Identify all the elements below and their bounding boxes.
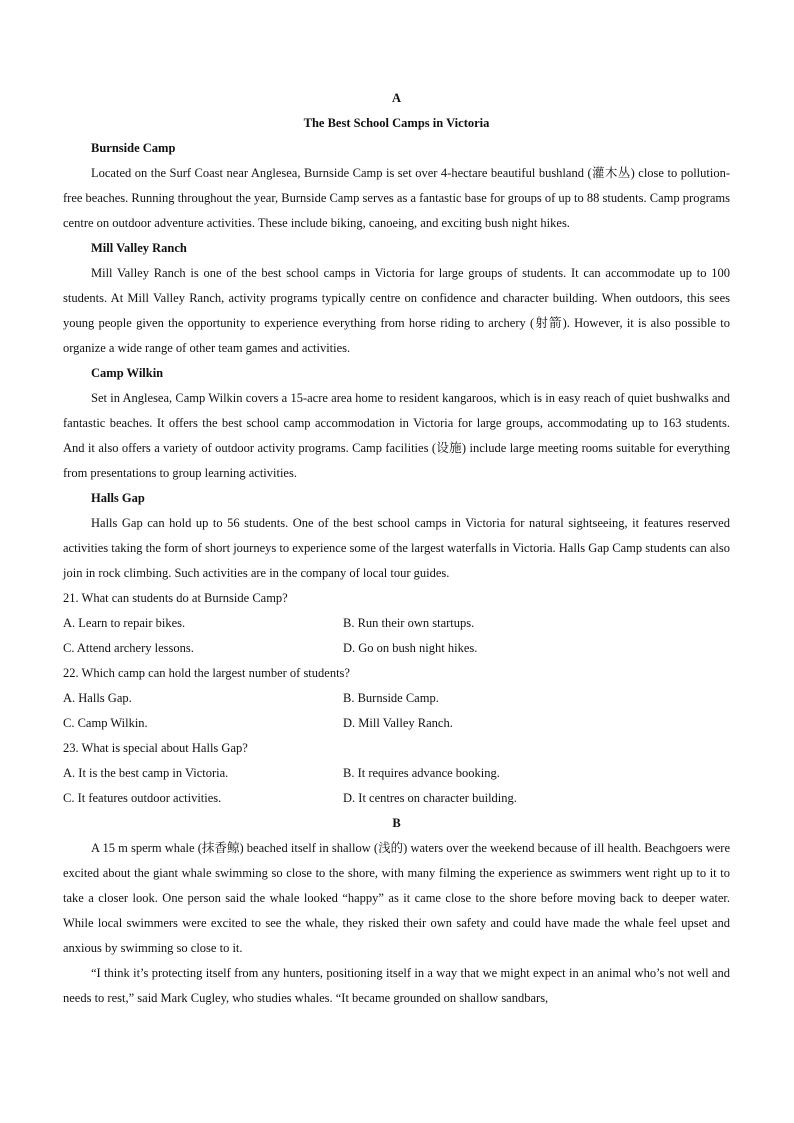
document-page [63,86,730,1011]
option-row [63,686,730,711]
option-a: A. Halls Gap. [63,691,132,705]
option-c: C. Attend archery lessons. [63,641,194,655]
camp-paragraph-wilkin: Set in Anglesea, Camp Wilkin covers a 15-acre area home to resident kangaroos, which is in easy reach of quiet bushwalks and fantastic beaches. It offers the best school camp accommodation in Victoria for large groups, accommodating up to 163 students. And it also offers a variety of outdoor activity programs. Camp facilities (设施) include large meeting rooms suitable for everything from presentations to group learning activities. [63,391,730,480]
passage-b-paragraph-1: A 15 m sperm whale (抹香鲸) beached itself in shallow (浅的) waters over the weekend because of ill health. Beachgoers were excited about the giant whale swimming so close to the shore, with many filming the experience as swimmers went right up to it to take a closer look. One person said the whale looked “happy” as it came close to the shore before moving back to deeper water. While local swimmers were excited to see the whale, they risked their own safety and could have made the whale feel upset and anxious by swimming so close to it. [63,841,730,955]
option-row [63,761,730,786]
camp-paragraph-burnside: Located on the Surf Coast near Anglesea, Burnside Camp is set over 4-hectare beautiful bushland (灌木丛) close to pollution-free beaches. Running throughout the year, Burnside Camp serves as a fantastic base for groups of up to 88 students. Camp programs centre on outdoor adventure activities. These include biking, canoeing, and exciting bush night hikes. [63,166,730,230]
passage-b-paragraph-2: “I think it’s protecting itself from any hunters, positioning itself in a way that we might expect in an animal who’s not well and needs to rest,” said Mark Cugley, who studies whales. “It became grounded on shallow sandbars, [63,966,730,1005]
camp-heading-wilkin: Camp Wilkin [91,366,164,380]
option-row [63,611,730,636]
option-c: C. It features outdoor activities. [63,791,222,805]
option-d: D. Mill Valley Ranch. [343,716,453,730]
option-d: D. It centres on character building. [343,791,517,805]
section-a-title: The Best School Camps in Victoria [303,116,490,130]
question-stem: 22. Which camp can hold the largest number of students? [63,666,350,680]
camp-heading-mill-valley: Mill Valley Ranch [91,241,187,255]
option-row [63,786,730,811]
question-stem: 23. What is special about Halls Gap? [63,741,248,755]
option-c: C. Camp Wilkin. [63,716,148,730]
camp-heading-burnside: Burnside Camp [91,141,176,155]
question-22 [63,661,730,736]
question-21 [63,586,730,661]
section-b-label: B [392,816,401,830]
option-b: B. It requires advance booking. [343,766,500,780]
camp-paragraph-mill-valley: Mill Valley Ranch is one of the best school camps in Victoria for large groups of students. It can accommodate up to 100 students. At Mill Valley Ranch, activity programs typically centre on confidence and character building. When outdoors, this sees young people given the opportunity to experience everything from horse riding to archery (射箭). However, it is also possible to organize a wide range of other team games and activities. [63,266,730,355]
camp-heading-halls-gap: Halls Gap [91,491,145,505]
option-a: A. Learn to repair bikes. [63,616,186,630]
question-stem: 21. What can students do at Burnside Camp? [63,591,288,605]
option-row [63,711,730,736]
option-b: B. Burnside Camp. [343,691,439,705]
option-row [63,636,730,661]
option-b: B. Run their own startups. [343,616,475,630]
camp-paragraph-halls-gap: Halls Gap can hold up to 56 students. One of the best school camps in Victoria for natural sightseeing, it features reserved activities taking the form of short journeys to experience some of the largest waterfalls in Victoria. Halls Gap Camp students can also join in rock climbing. Such activities are in the company of local tour guides. [63,516,730,580]
question-23 [63,736,730,811]
option-a: A. It is the best camp in Victoria. [63,766,229,780]
section-a-label: A [391,91,402,105]
option-d: D. Go on bush night hikes. [343,641,478,655]
